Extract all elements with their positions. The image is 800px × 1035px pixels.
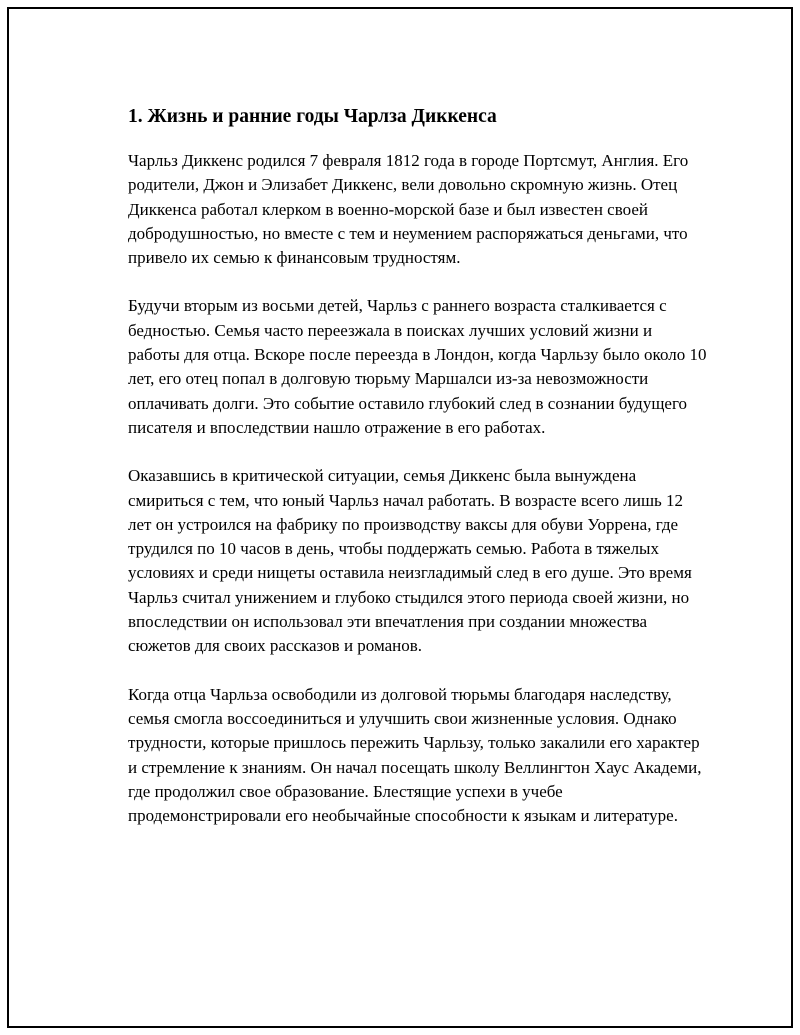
- document-content: [128, 105, 708, 828]
- paragraph-birth-and-family: Чарльз Диккенс родился 7 февраля 1812 года в городе Портсмут, Англия. Его родители, Джон и Элизабет Диккенс, вели довольно скромную жизнь. Отец Диккенса работал клерком в военно-морской базе и был известен своей добродушностью, но вместе с тем и неумением распоряжаться деньгами, что привело их семью к финансовым трудностям.: [128, 151, 689, 268]
- section-heading: 1. Жизнь и ранние годы Чарлза Диккенса: [128, 106, 497, 127]
- paragraph-education: Когда отца Чарльза освободили из долговой тюрьмы благодаря наследству, семья смогла воссоединиться и улучшить свои жизненные условия. Однако трудности, которые пришлось пережить Чарльзу, только закалили его характер и стремление к знаниям. Он начал посещать школу Веллингтон Хаус Академи, где продолжил свое образование. Блестящие успехи в учебе продемонстрировали его необычайные способности к языкам и литературе.: [128, 684, 702, 826]
- document-page: [7, 7, 793, 1028]
- paragraph-poverty-and-prison: Будучи вторым из восьми детей, Чарльз с раннего возраста сталкивается с бедностью. Семья часто переезжала в поисках лучших условий жизни и работы для отца. Вскоре после переезда в Лондон, когда Чарльзу было около 10 лет, его отец попал в долговую тюрьму Маршалси из-за невозможности оплачивать долги. Это событие оставило глубокий след в сознании будущего писателя и впоследствии нашло отражение в его работах.: [128, 296, 707, 437]
- paragraph-child-labor: Оказавшись в критической ситуации, семья Диккенс была вынуждена смириться с тем, что юный Чарльз начал работать. В возрасте всего лишь 12 лет он устроился на фабрику по производству ваксы для обуви Уоррена, где трудился по 10 часов в день, чтобы поддержать семью. Работа в тяжелых условиях и среди нищеты оставила неизгладимый след в его душе. Это время Чарльз считал унижением и глубоко стыдился этого периода своей жизни, но впоследствии он использовал эти впечатления при создании множества сюжетов для своих рассказов и романов.: [128, 466, 692, 656]
